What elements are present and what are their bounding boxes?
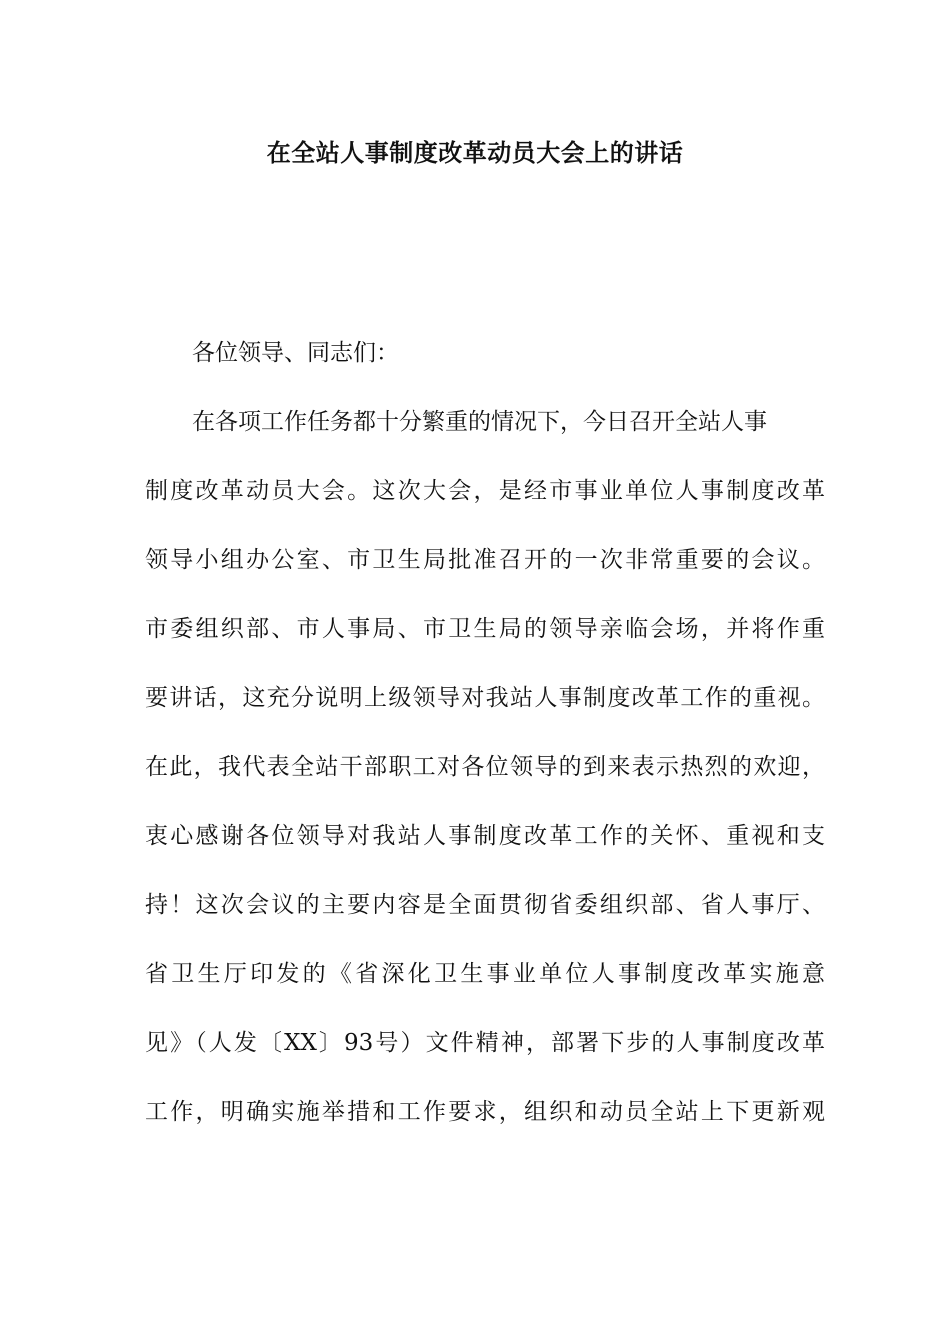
paragraph-line: 在各项工作任务都十分繁重的情况下，今日召开全站人事 [192, 409, 767, 435]
paragraph-line: 在此，我代表全站干部职工对各位领导的到来表示热烈的欢迎， [145, 754, 825, 780]
paragraph-line: 要讲话，这充分说明上级领导对我站人事制度改革工作的重视。 [145, 685, 825, 711]
paragraph-line: 领导小组办公室、市卫生局批准召开的一次非常重要的会议。 [145, 547, 825, 573]
paragraph-line: 持！这次会议的主要内容是全面贯彻省委组织部、省人事厅、 [145, 892, 825, 918]
document-body [145, 336, 825, 1164]
paragraph-line: 衷心感谢各位领导对我站人事制度改革工作的关怀、重视和支 [145, 823, 825, 849]
paragraph-line: 制度改革动员大会。这次大会，是经市事业单位人事制度改革 [145, 478, 825, 504]
paragraph-line: 工作，明确实施举措和工作要求，组织和动员全站上下更新观 [145, 1099, 825, 1125]
salutation-line: 各位领导、同志们： [192, 340, 399, 366]
paragraph-line: 见》（人发〔XX〕93号）文件精神，部署下步的人事制度改革 [145, 1030, 825, 1056]
document-title: 在全站人事制度改革动员大会上的讲话 [266, 139, 684, 167]
paragraph-line: 市委组织部、市人事局、市卫生局的领导亲临会场，并将作重 [145, 616, 825, 642]
paragraph-line: 省卫生厅印发的《省深化卫生事业单位人事制度改革实施意 [145, 961, 825, 987]
